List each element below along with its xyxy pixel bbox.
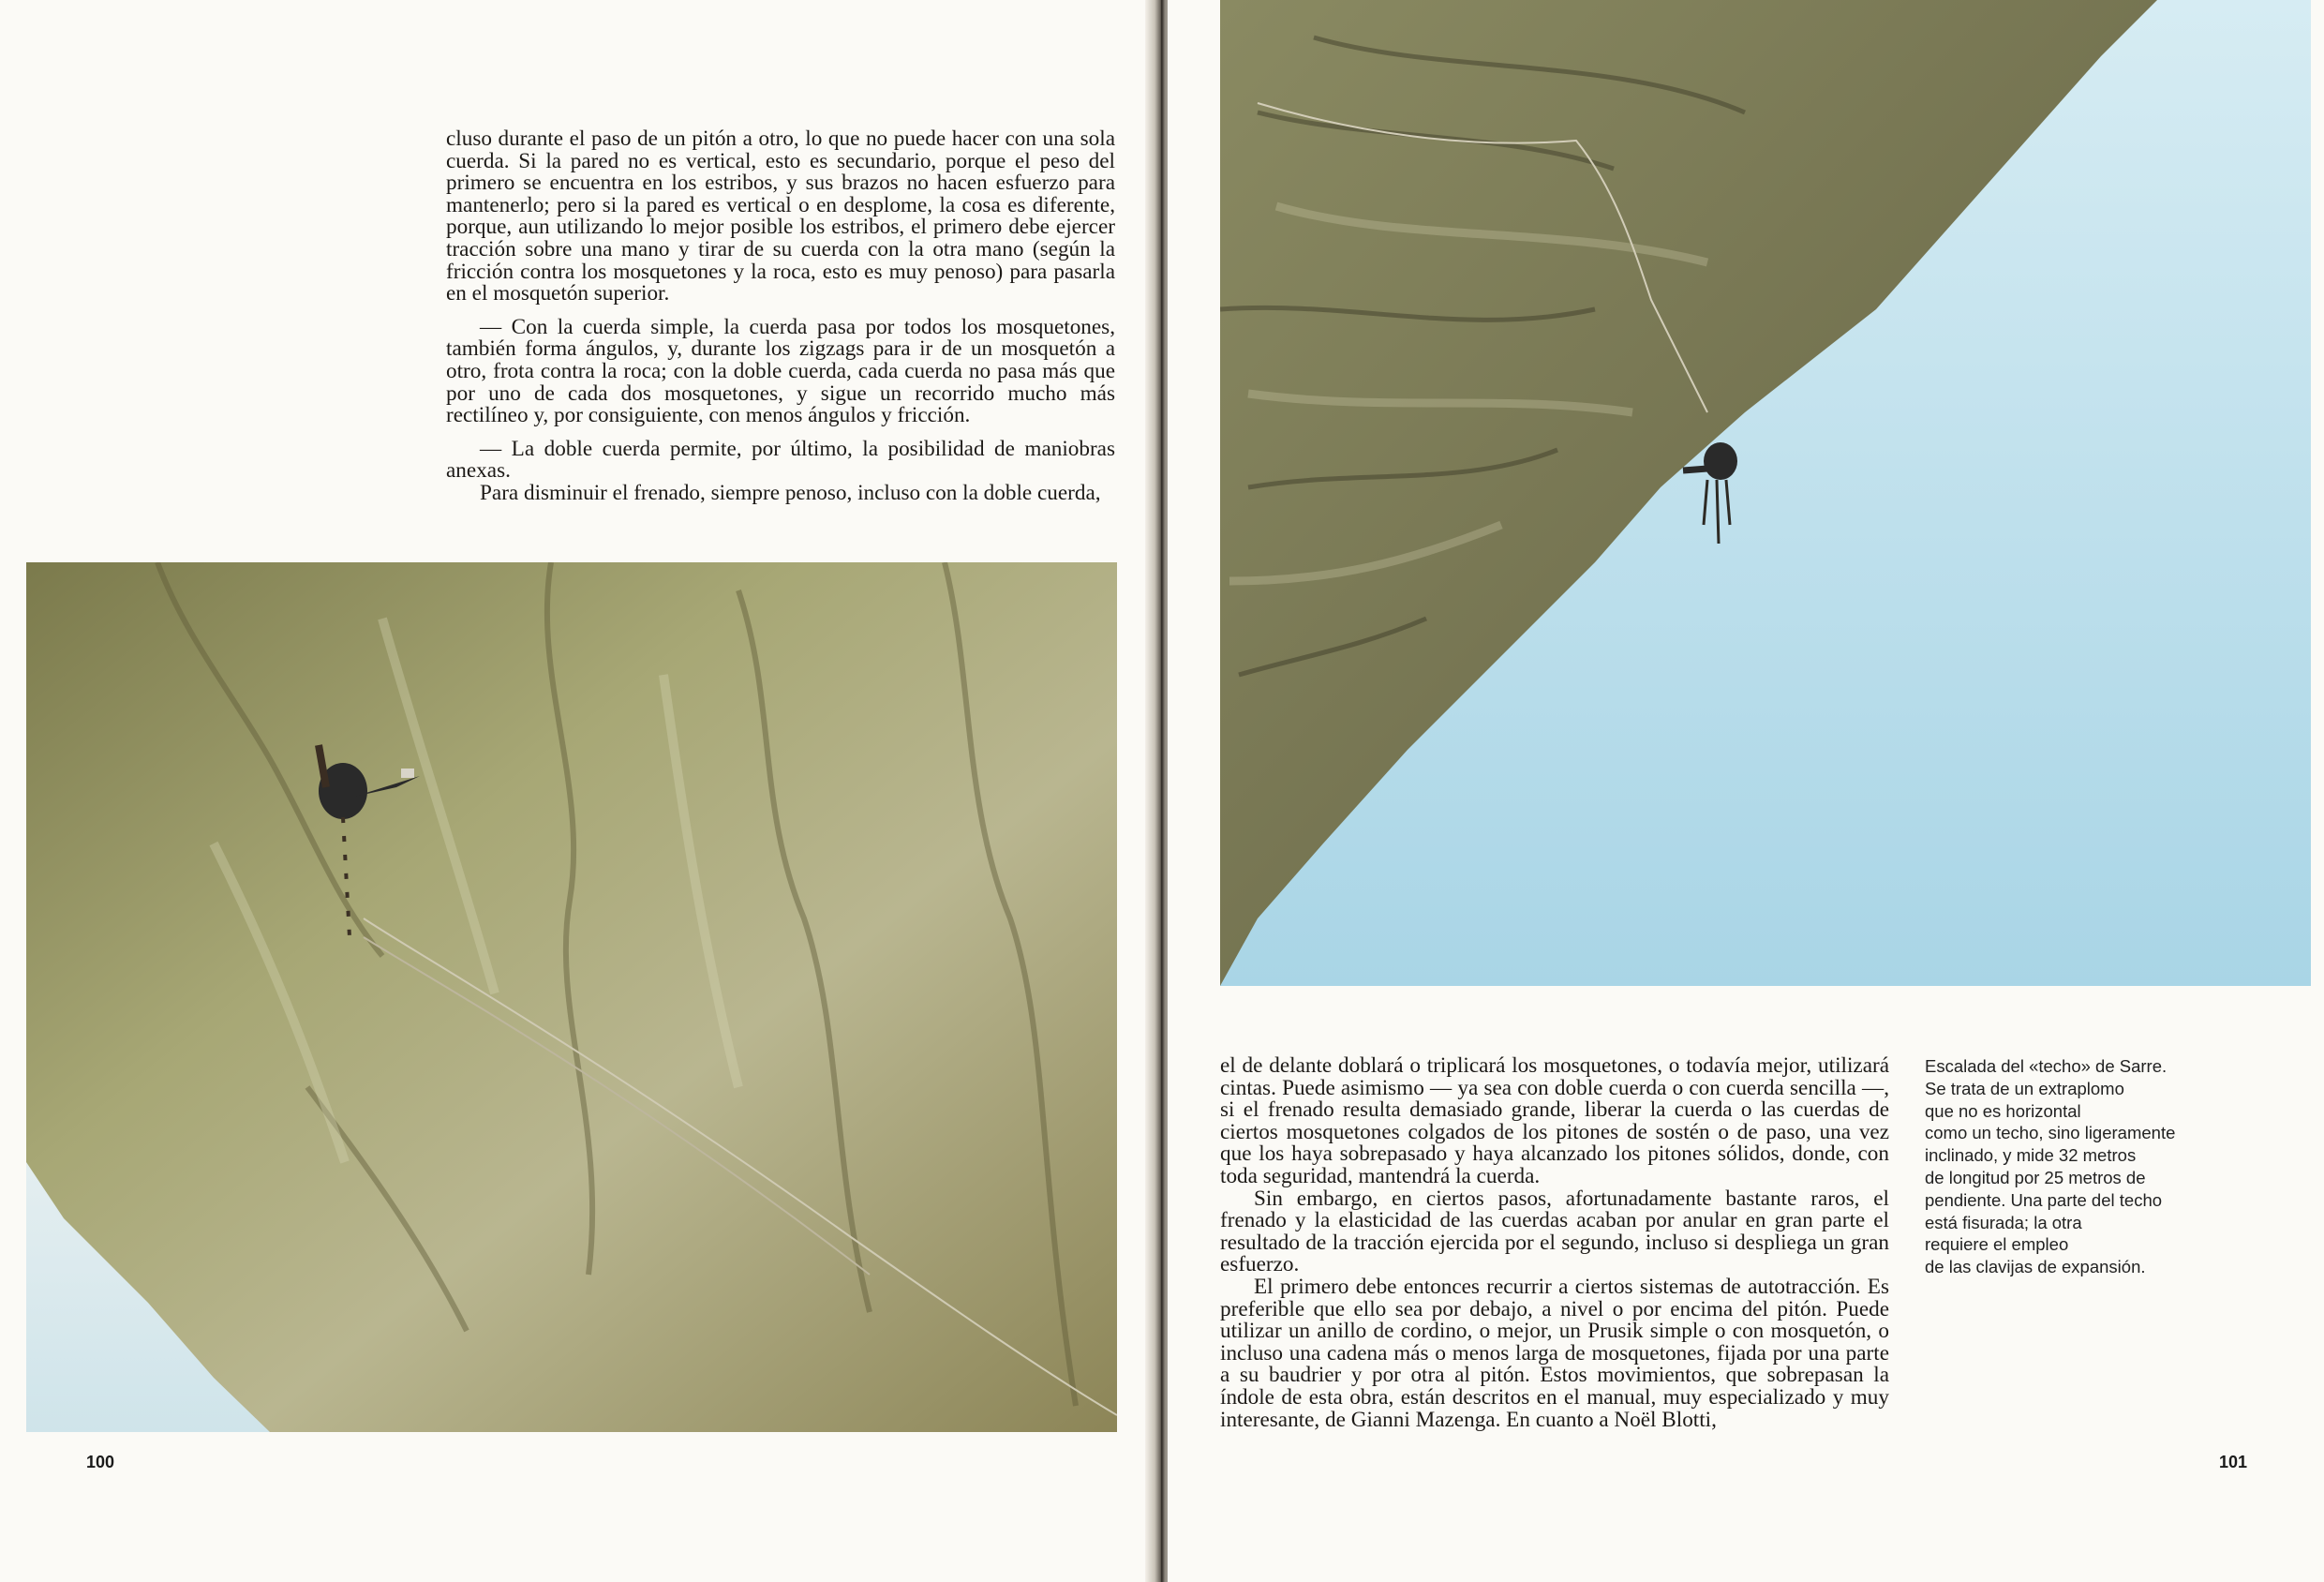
right-page — [1168, 0, 2324, 1582]
caption-line: que no es horizontal — [1925, 1100, 2081, 1121]
caption-line: pendiente. Una parte del techo — [1925, 1189, 2163, 1210]
right-paragraph-2: Sin embargo, en ciertos pasos, afortunadamente bastante raros, el frenado y la elasticidad de las cuerdas acaban por anular en gran parte el resultado de la tracción ejercida por el segundo, incluso si despliega un gran esfuerzo. — [1220, 1186, 1889, 1277]
page-number-right: 101 — [2219, 1453, 2248, 1471]
left-paragraph-1: cluso durante el paso de un pitón a otro, lo que no puede hacer con una sola cuerda. Si la pared no es vertical, esto es secundario, porque el peso del primero se encuentra en los estribos, y sus brazos no hacen esfuerzo para mantenerlo; pero si la pared es vertical o en desplome, la cosa es diferente, porque, aun utilizando lo mejor posible los estribos, el primero debe ejercer tracción sobre una mano y tirar de su cuerda con la otra mano (según la fricción contra los mosquetones y la roca, esto es muy penoso) para pasarla en el mosquetón superior. — [446, 127, 1115, 306]
caption-line: Escalada del «techo» de Sarre. — [1925, 1056, 2168, 1076]
right-page-text — [1220, 1055, 1889, 1431]
overhang-roof-illustration — [1220, 0, 2311, 986]
caption-line: de longitud por 25 metros de — [1925, 1167, 2146, 1187]
left-page — [0, 0, 1155, 1582]
left-paragraph-2: — Con la cuerda simple, la cuerda pasa por todos los mosquetones, también forma ángulos, y, durante los zigzags para ir de un mosquetón a otro, frota contra la roca; con la doble cuerda, cada cuerda no pasa más que por uno de cada dos mosquetones, y sigue un recorrido mucho más rectilíneo y, por consiguiente, con menos ángulos y fricción. — [446, 314, 1115, 428]
caption-line: inclinado, y mide 32 metros — [1925, 1145, 2137, 1166]
caption-line: requiere el empleo — [1925, 1234, 2069, 1255]
left-paragraph-4: Para disminuir el frenado, siempre penoso, incluso con la doble cuerda, — [480, 480, 1101, 505]
left-page-text — [446, 128, 1115, 505]
page-number-left: 100 — [86, 1453, 115, 1471]
caption-line: está fisurada; la otra — [1925, 1212, 2082, 1232]
caption-line: de las clavijas de expansión. — [1925, 1257, 2146, 1277]
left-paragraph-3: — La doble cuerda permite, por último, la posibilidad de maniobras anexas. — [446, 436, 1115, 484]
overhang-roof-photo — [1220, 0, 2311, 986]
caption-line: Se trata de un extraplomo — [1925, 1078, 2124, 1098]
right-paragraph-3: El primero debe entonces recurrir a ciertos sistemas de autotracción. Es preferible que ello sea por debajo, a nivel o por encima del pitón. Puede utilizar un anillo de cordino, o mejor, un Prusik simple o con mosquetón, o incluso una cadena más o menos larga de mosquetones, fijada por una parte a su baudrier y por otra al pitón. Estos movimientos, que sobrepasan la índole de esta obra, están descritos en el manual, muy especializado y muy interesante, de Gianni Mazenga. En cuanto a Noël Blotti, — [1220, 1274, 1889, 1432]
climber-wall-illustration — [26, 562, 1117, 1432]
climber-wall-photo — [26, 562, 1117, 1432]
photo-caption — [1925, 1055, 2234, 1278]
caption-line: como un techo, sino ligeramente — [1925, 1123, 2176, 1143]
right-paragraph-1: el de delante doblará o triplicará los mosquetones, o todavía mejor, utilizará cintas. Puede asimismo — ya sea con doble cuerda o con cuerda sencilla —, si el frenado resulta demasiado grande, liberar la cuerda o las cuerdas de ciertos mosquetones colgados de los pitones de sostén o de paso, una vez que los haya sobrepasado y haya alcanzado los pitones sólidos, donde, con toda seguridad, mantendrá la cuerda. — [1220, 1053, 1889, 1188]
